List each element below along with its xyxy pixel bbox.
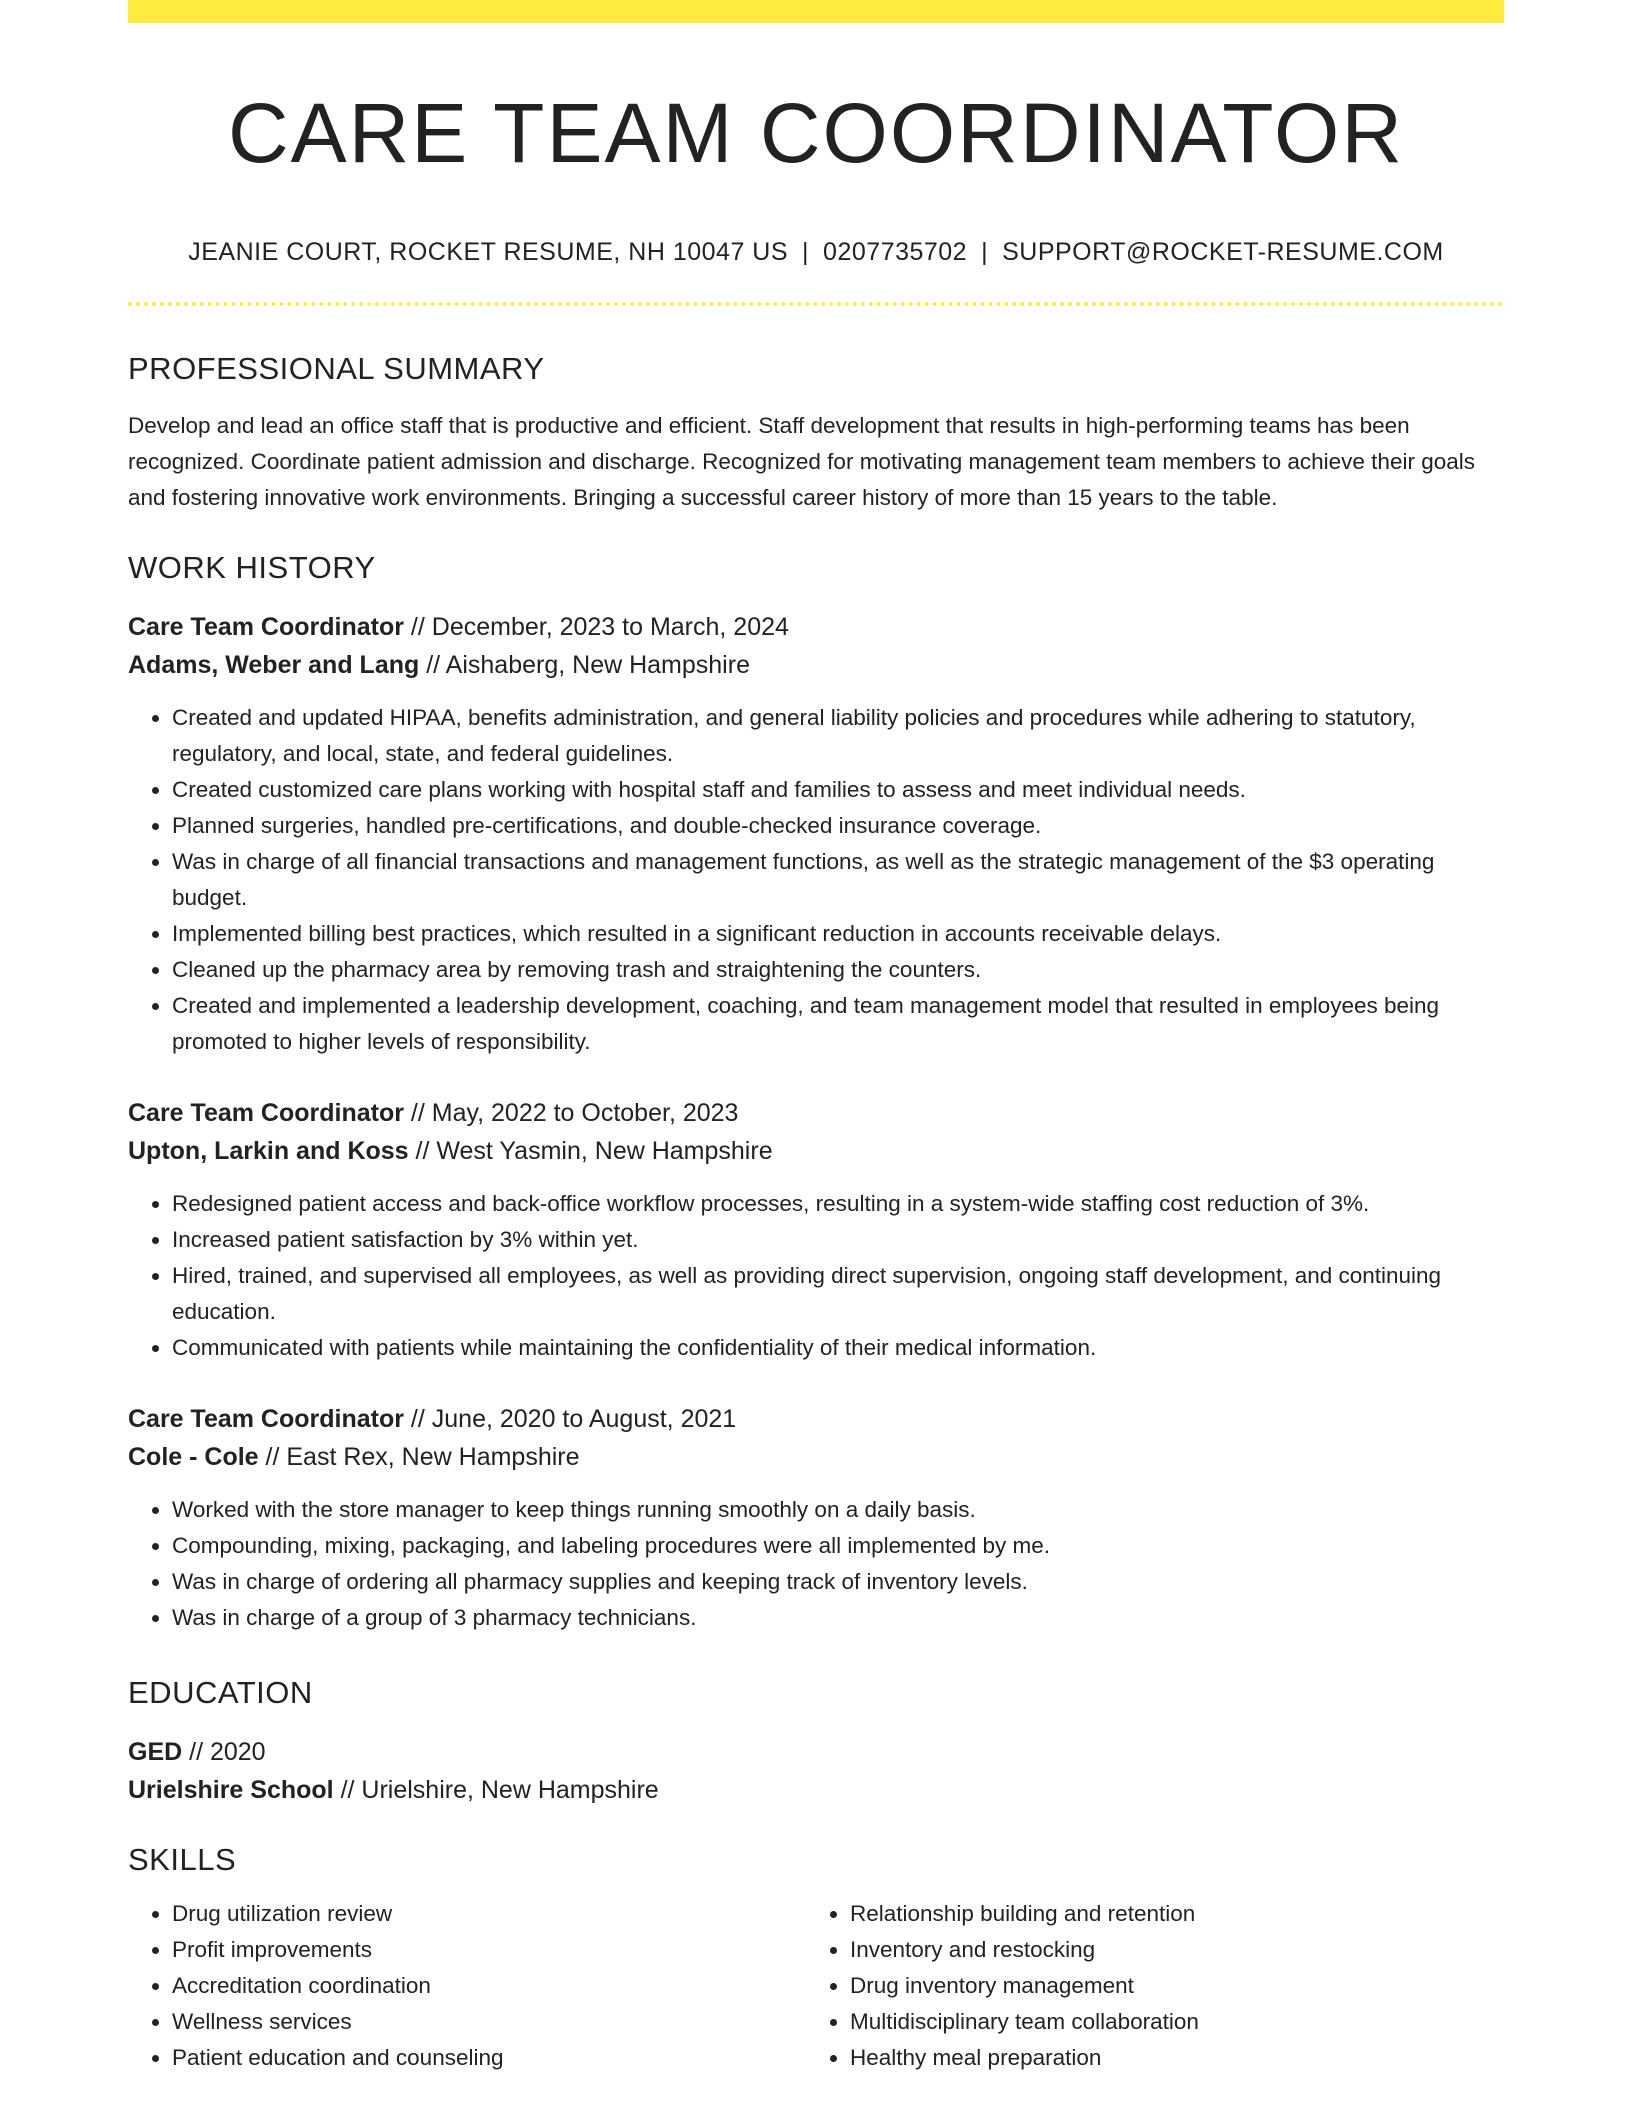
skill-item: • Relationship building and retention	[850, 1896, 1504, 1932]
job-bullet: • Compounding, mixing, packaging, and labeling procedures were all implemented by me.	[172, 1528, 1504, 1564]
education-year: // 2020	[182, 1737, 266, 1766]
contact-email: SUPPORT@ROCKET-RESUME.COM	[1002, 238, 1444, 267]
job-company: Upton, Larkin and Koss	[128, 1136, 409, 1165]
job-company: Adams, Weber and Lang	[128, 650, 420, 679]
job-bullet: • Worked with the store manager to keep things running smoothly on a daily basis.	[172, 1492, 1504, 1528]
job-title: Care Team Coordinator	[128, 1098, 404, 1127]
contact-address: JEANIE COURT, ROCKET RESUME, NH 10047 US	[188, 238, 789, 267]
job-bullet: • Increased patient satisfaction by 3% within yet.	[172, 1222, 1504, 1258]
job-company-line	[128, 1132, 1504, 1170]
work-history-heading: WORK HISTORY	[128, 549, 376, 585]
job-location: // Aishaberg, New Hampshire	[419, 650, 750, 679]
skills-list	[128, 1896, 1504, 2076]
job-title-line	[128, 1400, 1504, 1438]
education-school-line	[128, 1771, 1504, 1809]
resume-title: CARE TEAM COORDINATOR	[227, 86, 1405, 180]
job-bullet: • Redesigned patient access and back-office workflow processes, resulting in a system-wide staffing cost reduction of 3%.	[172, 1186, 1504, 1222]
skills-column-right	[806, 1896, 1504, 2076]
contact-phone: 0207735702	[823, 238, 968, 267]
job-title: Care Team Coordinator	[128, 612, 404, 641]
job-bullet: • Created customized care plans working with hospital staff and families to assess and meet individual needs.	[172, 772, 1504, 808]
header-divider	[128, 302, 1504, 306]
job-bullet: • Cleaned up the pharmacy area by removing trash and straightening the counters.	[172, 952, 1504, 988]
skills-column-left	[128, 1896, 806, 2076]
skill-item: • Inventory and restocking	[850, 1932, 1504, 1968]
job-title-line	[128, 608, 1504, 646]
job-location: // West Yasmin, New Hampshire	[408, 1136, 773, 1165]
skill-item: • Healthy meal preparation	[850, 2040, 1504, 2076]
job-dates: // June, 2020 to August, 2021	[403, 1404, 737, 1433]
skills-heading: SKILLS	[128, 1841, 237, 1877]
education-heading: EDUCATION	[128, 1674, 313, 1710]
job-title-line	[128, 1094, 1504, 1132]
education-school: Urielshire School	[128, 1775, 334, 1804]
job-entry	[128, 1400, 1504, 1636]
job-bullets	[128, 1186, 1504, 1366]
job-location: // East Rex, New Hampshire	[258, 1442, 580, 1471]
job-bullet: • Was in charge of ordering all pharmacy supplies and keeping track of inventory levels.	[172, 1564, 1504, 1600]
skill-item: • Accreditation coordination	[172, 1968, 806, 2004]
job-company: Cole - Cole	[128, 1442, 259, 1471]
job-bullet: • Was in charge of a group of 3 pharmacy technicians.	[172, 1600, 1504, 1636]
resume-page	[128, 0, 1504, 2076]
education-degree: GED	[128, 1737, 183, 1766]
job-company-line	[128, 1438, 1504, 1476]
skill-item: • Drug utilization review	[172, 1896, 806, 1932]
contact-separator: |	[981, 238, 989, 267]
job-dates: // May, 2022 to October, 2023	[403, 1098, 739, 1127]
job-dates: // December, 2023 to March, 2024	[403, 612, 789, 641]
job-bullet: • Created and updated HIPAA, benefits administration, and general liability policies and procedures while adhering to statutory, regulatory, and local, state, and federal guidelines.	[172, 700, 1504, 772]
job-title: Care Team Coordinator	[128, 1404, 404, 1433]
job-bullet: • Hired, trained, and supervised all employees, as well as providing direct supervision, ongoing staff development, and continuing education.	[172, 1258, 1504, 1330]
skill-item: • Patient education and counseling	[172, 2040, 806, 2076]
job-bullet: • Communicated with patients while maintaining the confidentiality of their medical information.	[172, 1330, 1504, 1366]
education-location: // Urielshire, New Hampshire	[333, 1775, 659, 1804]
education-degree-line	[128, 1733, 1504, 1771]
education-entry	[128, 1733, 1504, 1809]
job-entry	[128, 608, 1504, 1060]
skill-item: • Multidisciplinary team collaboration	[850, 2004, 1504, 2040]
job-bullet: • Created and implemented a leadership development, coaching, and team management model that resulted in employees being promoted to higher levels of responsibility.	[172, 988, 1504, 1060]
job-bullet: • Planned surgeries, handled pre-certifications, and double-checked insurance coverage.	[172, 808, 1504, 844]
summary-heading: PROFESSIONAL SUMMARY	[128, 351, 545, 387]
job-bullets	[128, 1492, 1504, 1636]
summary-text: Develop and lead an office staff that is productive and efficient. Staff development that results in high-performing teams has been recognized. Coordinate patient admission and discharge. Recognized for motivating management team members to achieve their goals and fostering innovative work environments. Bringing a successful career history of more than 15 years to the table.	[128, 412, 1475, 510]
job-entry	[128, 1094, 1504, 1366]
job-bullet: • Implemented billing best practices, which resulted in a significant reduction in accounts receivable delays.	[172, 916, 1504, 952]
job-company-line	[128, 646, 1504, 684]
contact-separator: |	[802, 238, 810, 267]
contact-line	[128, 237, 1504, 267]
job-bullets	[128, 700, 1504, 1060]
accent-bar	[128, 0, 1504, 23]
skill-item: • Profit improvements	[172, 1932, 806, 1968]
skill-item: • Drug inventory management	[850, 1968, 1504, 2004]
skill-item: • Wellness services	[172, 2004, 806, 2040]
job-bullet: • Was in charge of all financial transactions and management functions, as well as the strategic management of the $3 operating budget.	[172, 844, 1504, 916]
